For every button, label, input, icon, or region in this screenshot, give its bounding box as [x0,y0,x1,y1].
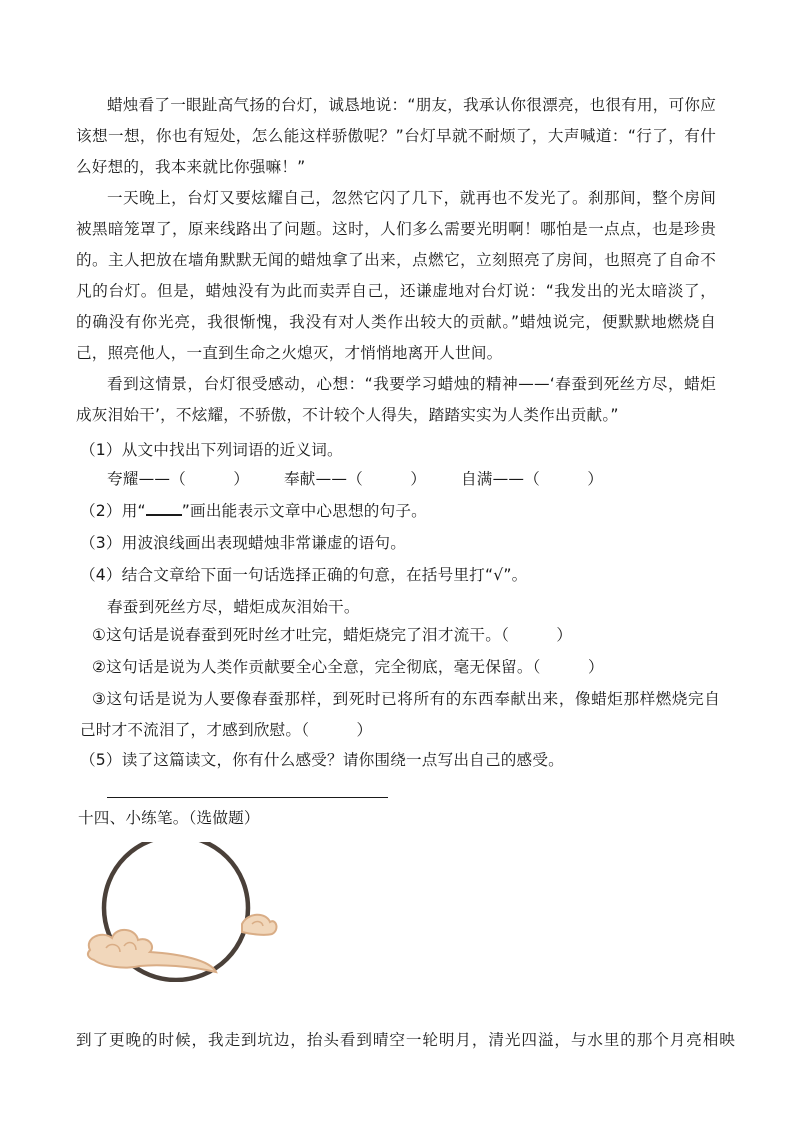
cloud-right [242,915,276,935]
underline-sample [146,500,182,516]
moon-cloud-illustration [80,842,280,982]
question-2-suffix: ”画出能表示文章中心思想的句子。 [181,502,427,520]
question-4: （4）结合文章给下面一句话选择正确的句意，在括号里打“√”。 [80,566,528,584]
question-1: （1）从文中找出下列词语的近义词。 [80,441,343,459]
passage-paragraph-1: 蜡烛看了一眼趾高气扬的台灯，诚恳地说：“朋友，我承认你很漂亮，也很有用，可你应该想一想，你也有短处，怎么能这样骄傲呢？”台灯早就不耐烦了，大声喊道：“行了，有什么好想的，我本来就比你强嘛！” [76,96,716,176]
question-4-sentence: 春蚕到死丝方尽，蜡炬成灰泪始干。 [107,598,360,616]
section-14-text: 到了更晚的时候，我走到坑边，抬头看到晴空一轮明月，清光四溢，与水里的那个月亮相映 [76,1031,736,1049]
section-14-heading: 十四、小练笔。（选做题） [78,809,260,827]
question-1-word-3: 自满——（ ） [461,470,604,488]
question-3: （3）用波浪线画出表现蜡烛非常谦虚的语句。 [80,534,406,552]
answer-line [107,797,388,798]
passage-paragraph-3: 看到这情景，台灯很受感动，心想：“我要学习蜡烛的精神——‘春蚕到死丝方尽，蜡炬成灰泪始干’，不炫耀，不骄傲，不计较个人得失，踏踏实实为人类作出贡献。” [76,375,716,424]
question-4-option-2: ②这句话是说为人类作贡献要全心全意，完全彻底，毫无保留。（ ） [92,658,604,676]
question-5: （5）读了这篇读文，你有什么感受？请你围绕一点写出自己的感受。 [80,751,564,769]
question-1-word-2: 奉献——（ ） [284,470,427,488]
question-4-option-1: ①这句话是说春蚕到死时丝才吐完，蜡炬烧完了泪才流干。（ ） [92,626,573,644]
question-1-word-1: 夸耀——（ ） [107,470,250,488]
question-4-option-3: ③这句话是说为人要像春蚕那样，到死时已将所有的东西奉献出来，像蜡炬那样燃烧完自己时才不流泪了，才感到欣慰。（ ） [80,690,720,739]
question-2-prefix: （2）用“ [80,502,146,520]
question-2 [80,499,427,523]
passage-paragraph-2: 一天晚上，台灯又要炫耀自己，忽然它闪了几下，就再也不发光了。刹那间，整个房间被黑暗笼罩了，原来线路出了问题。这时，人们多么需要光明啊！哪怕是一点点，也是珍贵的。主人把放在墙角默默无闻的蜡烛拿了出来，点燃它，立刻照亮了房间，也照亮了自命不凡的台灯。但是，蜡烛没有为此而卖弄自己，还谦虚地对台灯说：“我发出的光太暗淡了，的确没有你光亮，我很惭愧，我没有对人类作出较大的贡献。”蜡烛说完，便默默地燃烧自己，照亮他人，一直到生命之火熄灭，才悄悄地离开人世间。 [76,189,716,362]
